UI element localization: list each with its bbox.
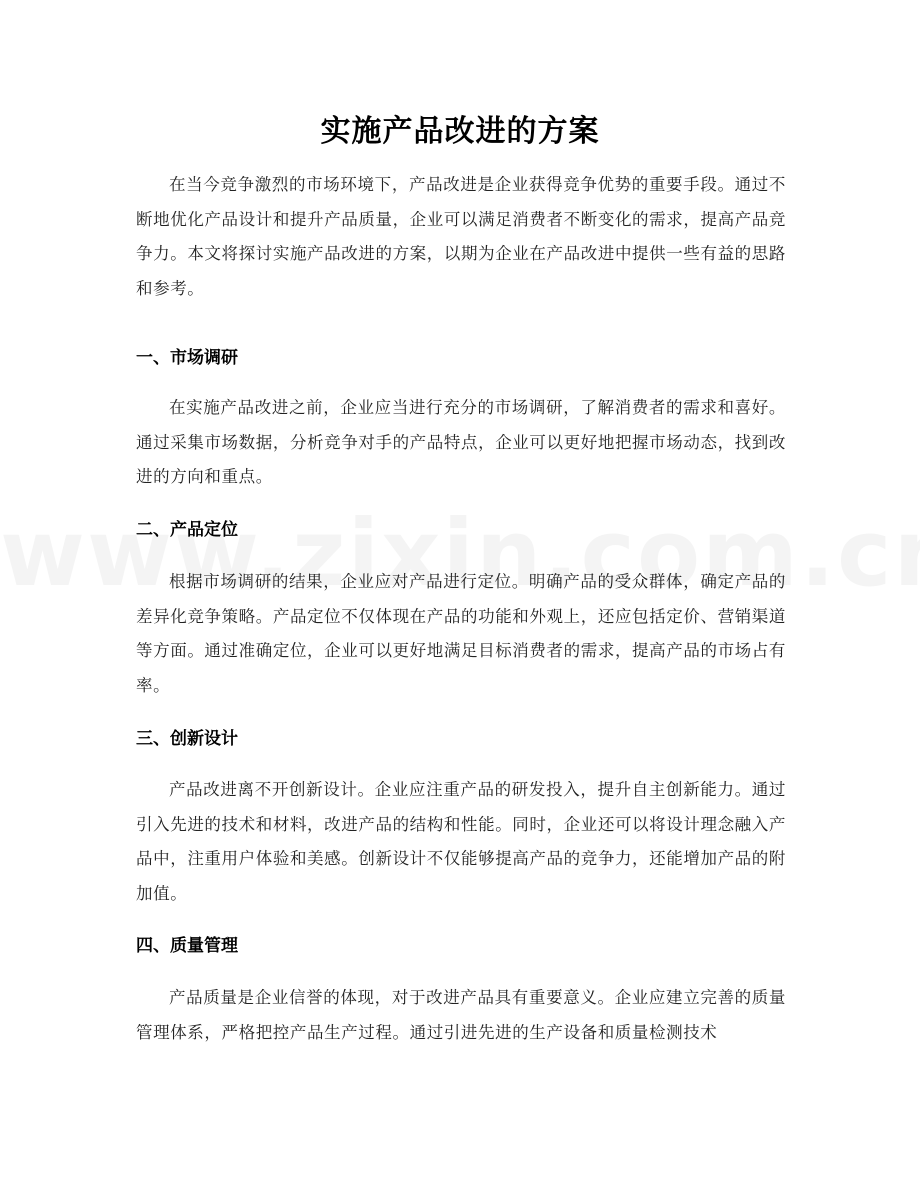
- page-title: 实施产品改进的方案: [320, 114, 600, 149]
- section-heading-market-research: 一、市场调研: [136, 348, 238, 368]
- section-body-market-research: 在实施产品改进之前，企业应当进行充分的市场调研，了解消费者的需求和喜好。通过采集市场数据，分析竞争对手的产品特点，企业可以更好地把握市场动态，找到改进的方向和重点。: [136, 398, 786, 486]
- section-body-quality-management: 产品质量是企业信誉的体现，对于改进产品具有重要意义。企业应建立完善的质量管理体系，严格把控产品生产过程。通过引进先进的生产设备和质量检测技术: [136, 988, 786, 1042]
- section-heading-product-positioning: 二、产品定位: [136, 520, 238, 540]
- section-heading-quality-management: 四、质量管理: [136, 936, 238, 956]
- intro-paragraph: 在当今竞争激烈的市场环境下，产品改进是企业获得竞争优势的重要手段。通过不断地优化产品设计和提升产品质量，企业可以满足消费者不断变化的需求，提高产品竞争力。本文将探讨实施产品改进的方案，以期为企业在产品改进中提供一些有益的思路和参考。: [136, 175, 786, 298]
- section-heading-innovative-design: 三、创新设计: [136, 729, 238, 749]
- section-body-product-positioning: 根据市场调研的结果，企业应对产品进行定位。明确产品的受众群体，确定产品的差异化竞争策略。产品定位不仅体现在产品的功能和外观上，还应包括定价、营销渠道等方面。通过准确定位，企业可以更好地满足目标消费者的需求，提高产品的市场占有率。: [136, 572, 786, 695]
- section-body-innovative-design: 产品改进离不开创新设计。企业应注重产品的研发投入，提升自主创新能力。通过引入先进的技术和材料，改进产品的结构和性能。同时，企业还可以将设计理念融入产品中，注重用户体验和美感。创新设计不仅能够提高产品的竞争力，还能增加产品的附加值。: [136, 780, 786, 903]
